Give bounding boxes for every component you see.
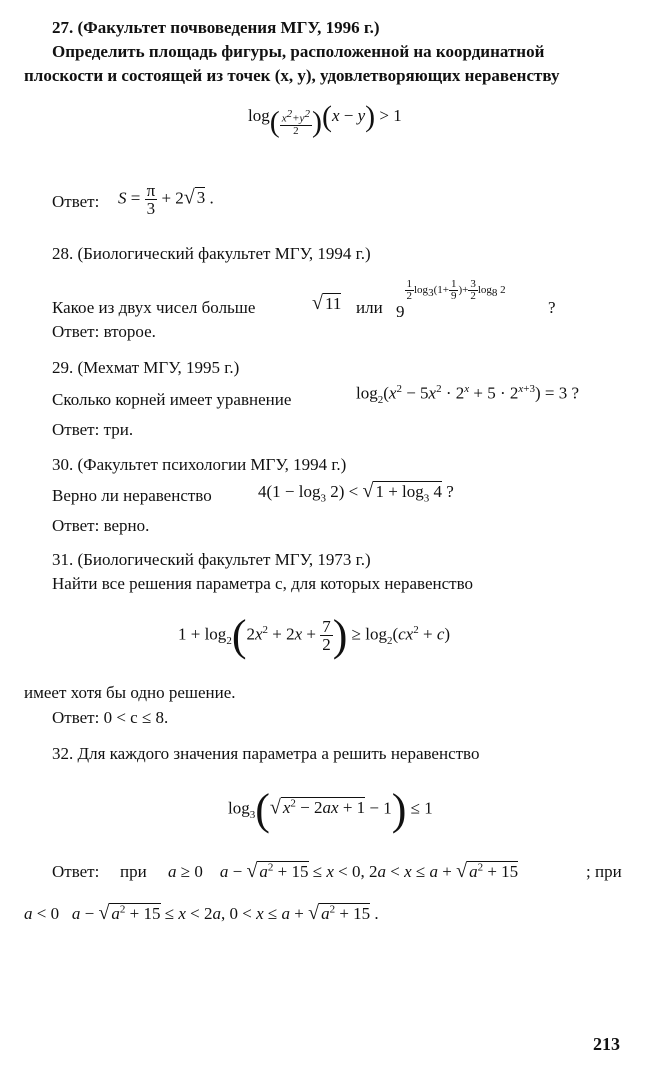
problem-27-text-1: Определить площадь фигуры, расположенной на координатной — [52, 42, 545, 61]
problem-32-answer-at2: ; при — [586, 862, 622, 881]
problem-28-power: 9 $_{\frac{1}{2} log_3(1+ \frac{1}{9} )+ \frac{3}{2} log_8 2}$ — [396, 277, 506, 321]
page-number: 213 — [593, 1034, 620, 1054]
problem-28-sqrt11: √ 11 — [312, 292, 342, 314]
problem-32-answer-case1: a ≥ 0 a − √ $a^2 + 15 \le x < 0$, 2a < x ≤ a + √ $a^2 + 15$ — [168, 860, 519, 882]
problem-27-answer-label: Ответ: — [52, 192, 100, 211]
problem-27-inequality: $\log_{( \frac{x^2+y^2}{2} )}(x - y) > 1$ — [248, 100, 402, 139]
problem-27-heading: 27. (Факультет почвоведения МГУ, 1996 г.) — [52, 18, 380, 37]
problem-28-heading: 28. (Биологический факультет МГУ, 1994 г.) — [52, 244, 371, 263]
problem-27-text-2: плоскости и состоящей из точек (x, y), удовлетворяющих неравенству — [24, 66, 560, 85]
problem-31-after: имеет хотя бы одно решение. — [24, 683, 236, 702]
problem-32-answer-label: Ответ: — [52, 862, 100, 881]
problem-32-inequality: $\log_3(√$ $x^2 - 2ax + 1 - 1) \le 1$ — [228, 785, 433, 834]
problem-31-heading: 31. (Биологический факультет МГУ, 1973 г.) — [52, 550, 371, 569]
problem-31-answer: Ответ: 0 < c ≤ 8. — [52, 708, 169, 727]
problem-29-equation: $\log_2(x^2 - 5x^2 \cdot 2^x + 5 \cdot 2^{x+3}) = 3$ ? — [356, 383, 580, 407]
problem-30-heading: 30. (Факультет психологии МГУ, 1994 г.) — [52, 455, 347, 474]
problem-30-inequality: $4(1 - \log_3 2)$ < √ $1 + \log_3 4$ ? — [258, 480, 454, 505]
problem-30-question: Верно ли неравенство — [52, 486, 212, 505]
problem-31-inequality: $1 + \log_2(2x^2 + 2x$ + $\frac{7}{2}$ ) ≥ $\log_2(cx^2 + c)$ — [178, 611, 451, 660]
problem-30-answer: Ответ: верно. — [52, 516, 150, 535]
problem-27-answer-formula: S = $\frac{\pi}{3}$ + 2√ 3 . — [118, 181, 214, 218]
problem-29-heading: 29. (Мехмат МГУ, 1995 г.) — [52, 358, 240, 377]
problem-32-heading: 32. Для каждого значения параметра a решить неравенство — [52, 744, 480, 763]
problem-28-or: или — [356, 298, 383, 317]
problem-32-answer-at: при — [120, 862, 147, 881]
problem-28-answer: Ответ: второе. — [52, 322, 156, 341]
problem-28-qmark: ? — [548, 298, 556, 317]
problem-29-question: Сколько корней имеет уравнение — [52, 390, 292, 409]
problem-31-question: Найти все решения параметра c, для которых неравенство — [52, 574, 473, 593]
problem-29-answer: Ответ: три. — [52, 420, 134, 439]
problem-28-question: Какое из двух чисел больше — [52, 298, 256, 317]
problem-32-answer-case2: a < 0 a − √ $a^2 + 15 \le x < 2a$, 0 < x ≤ a + √ $a^2 + 15$ . — [24, 902, 379, 924]
